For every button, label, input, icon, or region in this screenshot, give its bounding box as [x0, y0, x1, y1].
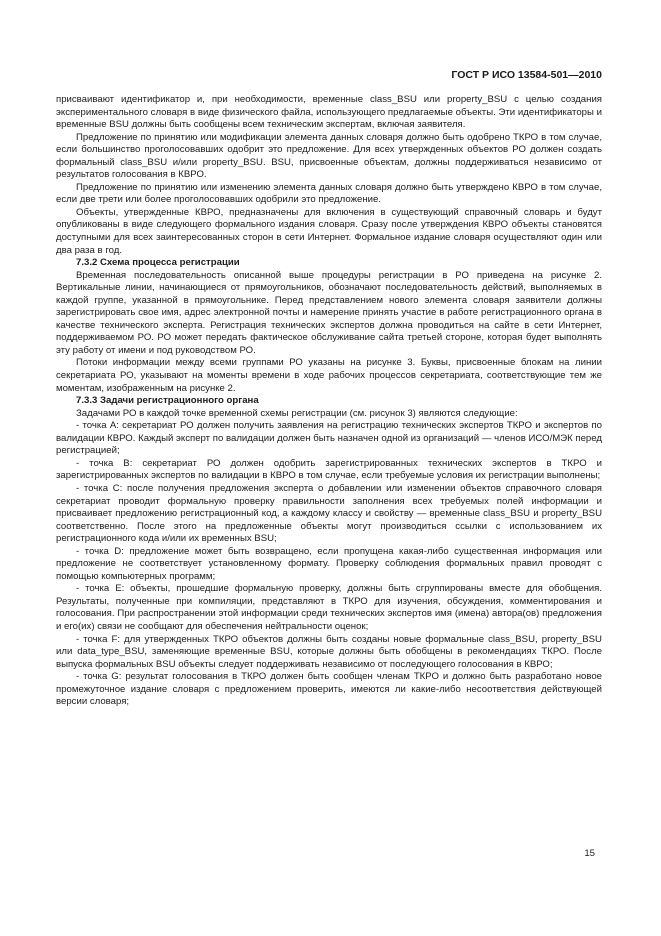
- list-item-point-a: - точка А: секретариат РО должен получить заявления на регистрацию технических экспертов ТКРО и экспертов по валидации КВРО. Каждый эксперт по валидации должен быть назначен одной из организаций — членов ИСО/МЭК перед регистрацией;: [56, 420, 602, 457]
- list-item-point-d: - точка D: предложение может быть возвращено, если пропущена какая-либо существенная информация или предложение не соответствует установленному формату. Проверку соблюдения формальных правил проводят с помощью компьютерных программ;: [56, 545, 602, 582]
- list-item-point-c: - точка С: после получения предложения эксперта о добавлении или изменении объектов справочного словаря секретариат проводит формальную проверку правильности заполнения всех требуемых полей информации и присваивает предложению регистрационный код, а каждому классу и свойству — временные class_BSU и property_BSU соответственно. После этого на предложенные объекты могут производиться ссылки с использованием их регистрационного кода и/или их временных BSU;: [56, 482, 602, 545]
- list-item-point-e: - точка Е: объекты, прошедшие формальную проверку, должны быть сгруппированы вместе для обобщения. Результаты, полученные при компиляции, представляют в ТКРО для изучения, обсуждения, комментирования и голосования. При распространении этой информации среди технических экспертов имя (имена) автора(ов) предложения и его(их) связи не сообщают для обеспечения нейтральности оценок;: [56, 583, 602, 632]
- paragraph-publication: Объекты, утвержденные КВРО, предназначены для включения в существующий справочный словарь и будут опубликованы в виде следующего формального издания словаря. Сразу после утверждения КВРО объекты становятся доступными для всех заинтересованных сторон в сети Интернет. Формальное издание словаря осуществляют один или два раза в год.: [56, 206, 602, 256]
- paragraph-tasks-intro: Задачами РО в каждой точке временной схемы регистрации (см. рисунок 3) являются следующие:: [76, 407, 518, 419]
- paragraph-continuation: присваивают идентификатор и, при необходимости, временные class_BSU или property_BSU с целью создания экспериментального словаря в виде физического файла, использующего предлагаемые объекты. Эти идентификаторы и временные BSU должны быть сообщены всем техническим экспертам, включая заявителя.: [56, 94, 602, 131]
- paragraph-registration-scheme: Временная последовательность описанной выше процедуры регистрации в РО приведена на рисунке 2. Вертикальные линии, начинающиеся от прямоугольников, обозначают последовательность действий, выполняемых в каждой группе, указанной в прямоугольнике. Перед представлением нового элемента словаря заявители должны зарегистрировать свое имя, адрес электронной почты и намерение принять участие в работе регистрационного органа в качестве технического эксперта. Регистрация технических экспертов должна проводиться на сайте в сети Интернет, поддерживаемом РО. РО может передать фактическое обслуживание сайта третьей стороне, которая будет выполнять эту работу от имени и под руководством РО.: [56, 269, 602, 356]
- section-heading-7-3-2: 7.3.2 Схема процесса регистрации: [76, 257, 240, 269]
- paragraph-tkro-approval: Предложение по принятию или модификации элемента данных словаря должно быть одобрено ТКРО в том случае, если большинство проголосовавших одобрит это предложение. Для всех утвержденных объектов РО должен создать формальный class_BSU и/или property_BSU. BSU, присвоенные объектам, должны поддерживаться независимо от результатов голосования в КВРО.: [56, 131, 602, 181]
- list-item-point-b: - точка В: секретариат РО должен одобрить зарегистрированных технических экспертов в ТКРО и зарегистрированных экспертов по валидации в КВРО в том случае, если требуемые условия их регистрации выполнены;: [56, 457, 602, 482]
- paragraph-information-flows: Потоки информации между всеми группами РО указаны на рисунке 3. Буквы, присвоенные блокам на линии секретариата РО, указывают на моменты времени в ходе рабочих процессов секретариата, соответствующие тем же моментам, изображенным на рисунке 2.: [56, 357, 602, 394]
- list-item-point-f: - точка F: для утвержденных ТКРО объектов должны быть созданы новые формальные class_BSU, property_BSU или data_type_BSU, заменяющие временные BSU, которые должны быть обобщены в рекомендациях ТКРО. После выпуска формальных BSU объекты следует поддерживать независимо от последующего голосования в КВРО;: [56, 633, 602, 670]
- body-text: [56, 94, 602, 709]
- section-heading-7-3-3: 7.3.3 Задачи регистрационного органа: [76, 395, 259, 407]
- list-item-point-g: - точка G: результат голосования в ТКРО должен быть сообщен членам ТКРО и должно быть разработано новое промежуточное издание словаря с предложением проверить, имеются ли какие-либо несоответствия действующей версии словаря;: [56, 671, 602, 708]
- page-number: 15: [584, 848, 595, 859]
- document-header: ГОСТ Р ИСО 13584-501—2010: [451, 69, 602, 81]
- paragraph-kvro-approval: Предложение по принятию или изменению элемента данных словаря должно быть утверждено КВРО в том случае, если две трети или более проголосовавших одобрили это предложение.: [56, 181, 602, 206]
